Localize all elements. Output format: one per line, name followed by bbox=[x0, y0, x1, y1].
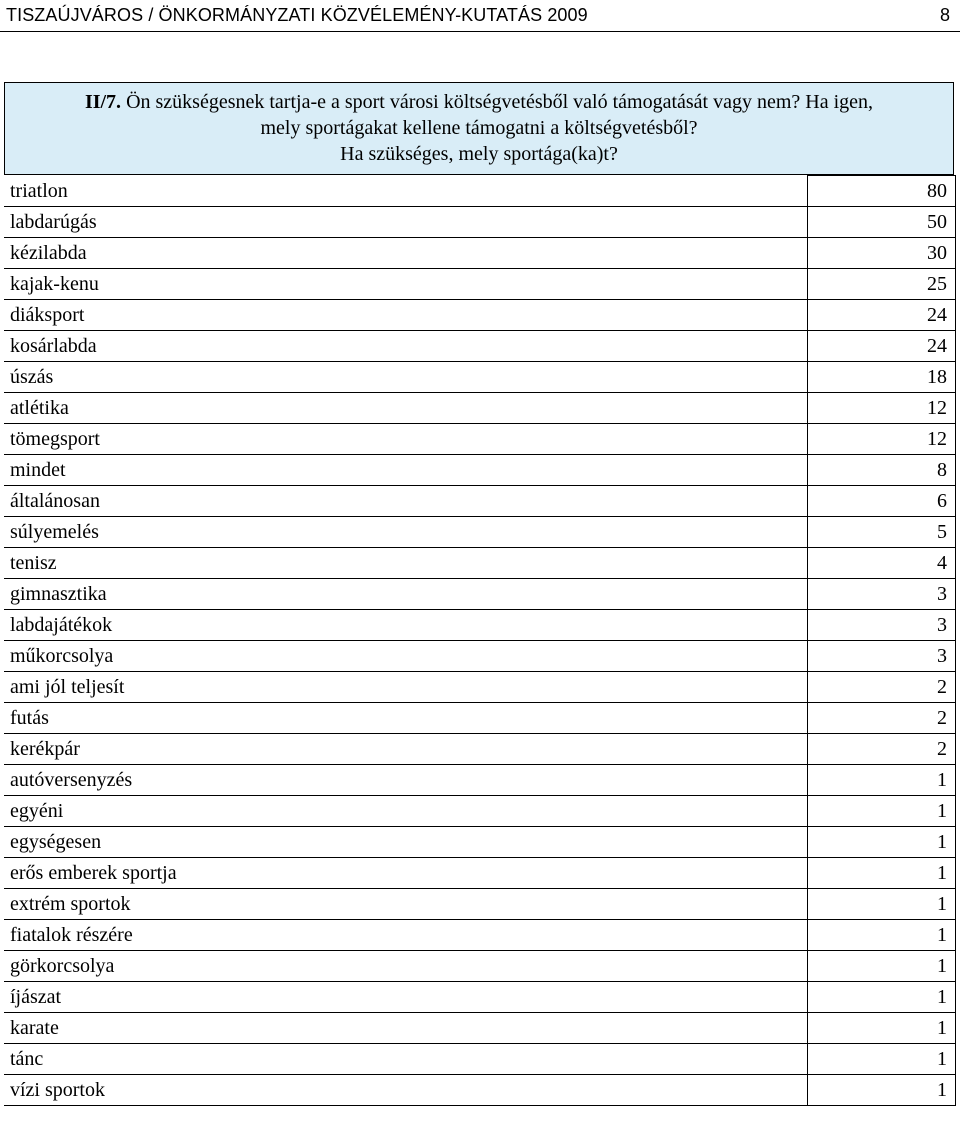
mention-count-cell: 25 bbox=[808, 269, 956, 300]
mention-count-cell: 3 bbox=[808, 641, 956, 672]
results-body bbox=[4, 176, 956, 1106]
sport-name-cell: labdarúgás bbox=[4, 207, 808, 238]
table-row bbox=[4, 176, 956, 207]
question-line-2: mely sportágakat kellene támogatni a költségvetésből? bbox=[260, 117, 698, 139]
sport-name-cell: egyéni bbox=[4, 796, 808, 827]
table-row bbox=[4, 269, 956, 300]
table-row bbox=[4, 827, 956, 858]
table-row bbox=[4, 703, 956, 734]
sport-name-cell: kerékpár bbox=[4, 734, 808, 765]
page-header bbox=[0, 0, 960, 36]
mention-count-cell: 8 bbox=[808, 455, 956, 486]
table-row bbox=[4, 455, 956, 486]
sport-name-cell: tánc bbox=[4, 1044, 808, 1075]
sport-name-cell: tenisz bbox=[4, 548, 808, 579]
mention-count-cell: 4 bbox=[808, 548, 956, 579]
table-row bbox=[4, 1075, 956, 1106]
table-row bbox=[4, 424, 956, 455]
sport-name-cell: vízi sportok bbox=[4, 1075, 808, 1106]
sport-name-cell: erős emberek sportja bbox=[4, 858, 808, 889]
mention-count-cell: 30 bbox=[808, 238, 956, 269]
mention-count-cell: 2 bbox=[808, 703, 956, 734]
mention-count-cell: 80 bbox=[808, 176, 956, 207]
table-row bbox=[4, 982, 956, 1013]
question-label: II/7. bbox=[84, 91, 122, 113]
table-row bbox=[4, 672, 956, 703]
table-row bbox=[4, 920, 956, 951]
mention-count-cell: 3 bbox=[808, 579, 956, 610]
mention-count-cell: 1 bbox=[808, 1013, 956, 1044]
mention-count-cell: 1 bbox=[808, 889, 956, 920]
sport-name-cell: ami jól teljesít bbox=[4, 672, 808, 703]
mention-count-cell: 1 bbox=[808, 858, 956, 889]
sport-name-cell: súlyemelés bbox=[4, 517, 808, 548]
mention-count-cell: 2 bbox=[808, 672, 956, 703]
table-row bbox=[4, 362, 956, 393]
sport-name-cell: extrém sportok bbox=[4, 889, 808, 920]
mention-count-cell: 24 bbox=[808, 331, 956, 362]
mention-count-cell: 1 bbox=[808, 765, 956, 796]
sport-name-cell: autóversenyzés bbox=[4, 765, 808, 796]
table-row bbox=[4, 1013, 956, 1044]
sport-name-cell: kajak-kenu bbox=[4, 269, 808, 300]
sport-name-cell: tömegsport bbox=[4, 424, 808, 455]
sport-name-cell: görkorcsolya bbox=[4, 951, 808, 982]
sport-name-cell: atlétika bbox=[4, 393, 808, 424]
table-row bbox=[4, 765, 956, 796]
table-row bbox=[4, 393, 956, 424]
table-row bbox=[4, 889, 956, 920]
sport-name-cell: műkorcsolya bbox=[4, 641, 808, 672]
mention-count-cell: 1 bbox=[808, 982, 956, 1013]
sport-name-cell: íjászat bbox=[4, 982, 808, 1013]
sport-name-cell: egységesen bbox=[4, 827, 808, 858]
question-line-1 bbox=[5, 89, 953, 115]
table-row bbox=[4, 951, 956, 982]
table-row bbox=[4, 548, 956, 579]
table-row bbox=[4, 517, 956, 548]
mention-count-cell: 2 bbox=[808, 734, 956, 765]
mention-count-cell: 1 bbox=[808, 1044, 956, 1075]
mention-count-cell: 12 bbox=[808, 424, 956, 455]
mention-count-cell: 18 bbox=[808, 362, 956, 393]
sport-name-cell: futás bbox=[4, 703, 808, 734]
mention-count-cell: 1 bbox=[808, 1075, 956, 1106]
sport-name-cell: általánosan bbox=[4, 486, 808, 517]
table-row bbox=[4, 238, 956, 269]
table-row bbox=[4, 734, 956, 765]
table-row bbox=[4, 300, 956, 331]
sport-name-cell: mindet bbox=[4, 455, 808, 486]
question-text-1: Ön szükségesnek tartja-e a sport városi költségvetésből való támogatását vagy nem? Ha igen, bbox=[126, 91, 874, 113]
sport-name-cell: gimnasztika bbox=[4, 579, 808, 610]
mention-count-cell: 50 bbox=[808, 207, 956, 238]
header-title: TISZAÚJVÁROS / ÖNKORMÁNYZATI KÖZVÉLEMÉNY-KUTATÁS 2009 bbox=[6, 5, 588, 25]
page-number: 8 bbox=[939, 5, 950, 25]
sport-name-cell: kosárlabda bbox=[4, 331, 808, 362]
table-row bbox=[4, 858, 956, 889]
mention-count-cell: 1 bbox=[808, 827, 956, 858]
table-row bbox=[4, 796, 956, 827]
sport-name-cell: úszás bbox=[4, 362, 808, 393]
results-table bbox=[4, 175, 956, 1106]
table-row bbox=[4, 579, 956, 610]
table-row bbox=[4, 207, 956, 238]
question-box bbox=[4, 82, 954, 175]
sport-name-cell: triatlon bbox=[4, 176, 808, 207]
mention-count-cell: 1 bbox=[808, 951, 956, 982]
sport-name-cell: kézilabda bbox=[4, 238, 808, 269]
sport-name-cell: fiatalok részére bbox=[4, 920, 808, 951]
mention-count-cell: 1 bbox=[808, 920, 956, 951]
question-line-3: Ha szükséges, mely sportága(ka)t? bbox=[340, 143, 618, 165]
mention-count-cell: 6 bbox=[808, 486, 956, 517]
header-rule bbox=[0, 31, 960, 32]
table-row bbox=[4, 610, 956, 641]
table-row bbox=[4, 1044, 956, 1075]
sport-name-cell: diáksport bbox=[4, 300, 808, 331]
mention-count-cell: 3 bbox=[808, 610, 956, 641]
table-row bbox=[4, 331, 956, 362]
sport-name-cell: labdajátékok bbox=[4, 610, 808, 641]
table-row bbox=[4, 486, 956, 517]
mention-count-cell: 24 bbox=[808, 300, 956, 331]
mention-count-cell: 5 bbox=[808, 517, 956, 548]
sport-name-cell: karate bbox=[4, 1013, 808, 1044]
table-row bbox=[4, 641, 956, 672]
mention-count-cell: 12 bbox=[808, 393, 956, 424]
mention-count-cell: 1 bbox=[808, 796, 956, 827]
